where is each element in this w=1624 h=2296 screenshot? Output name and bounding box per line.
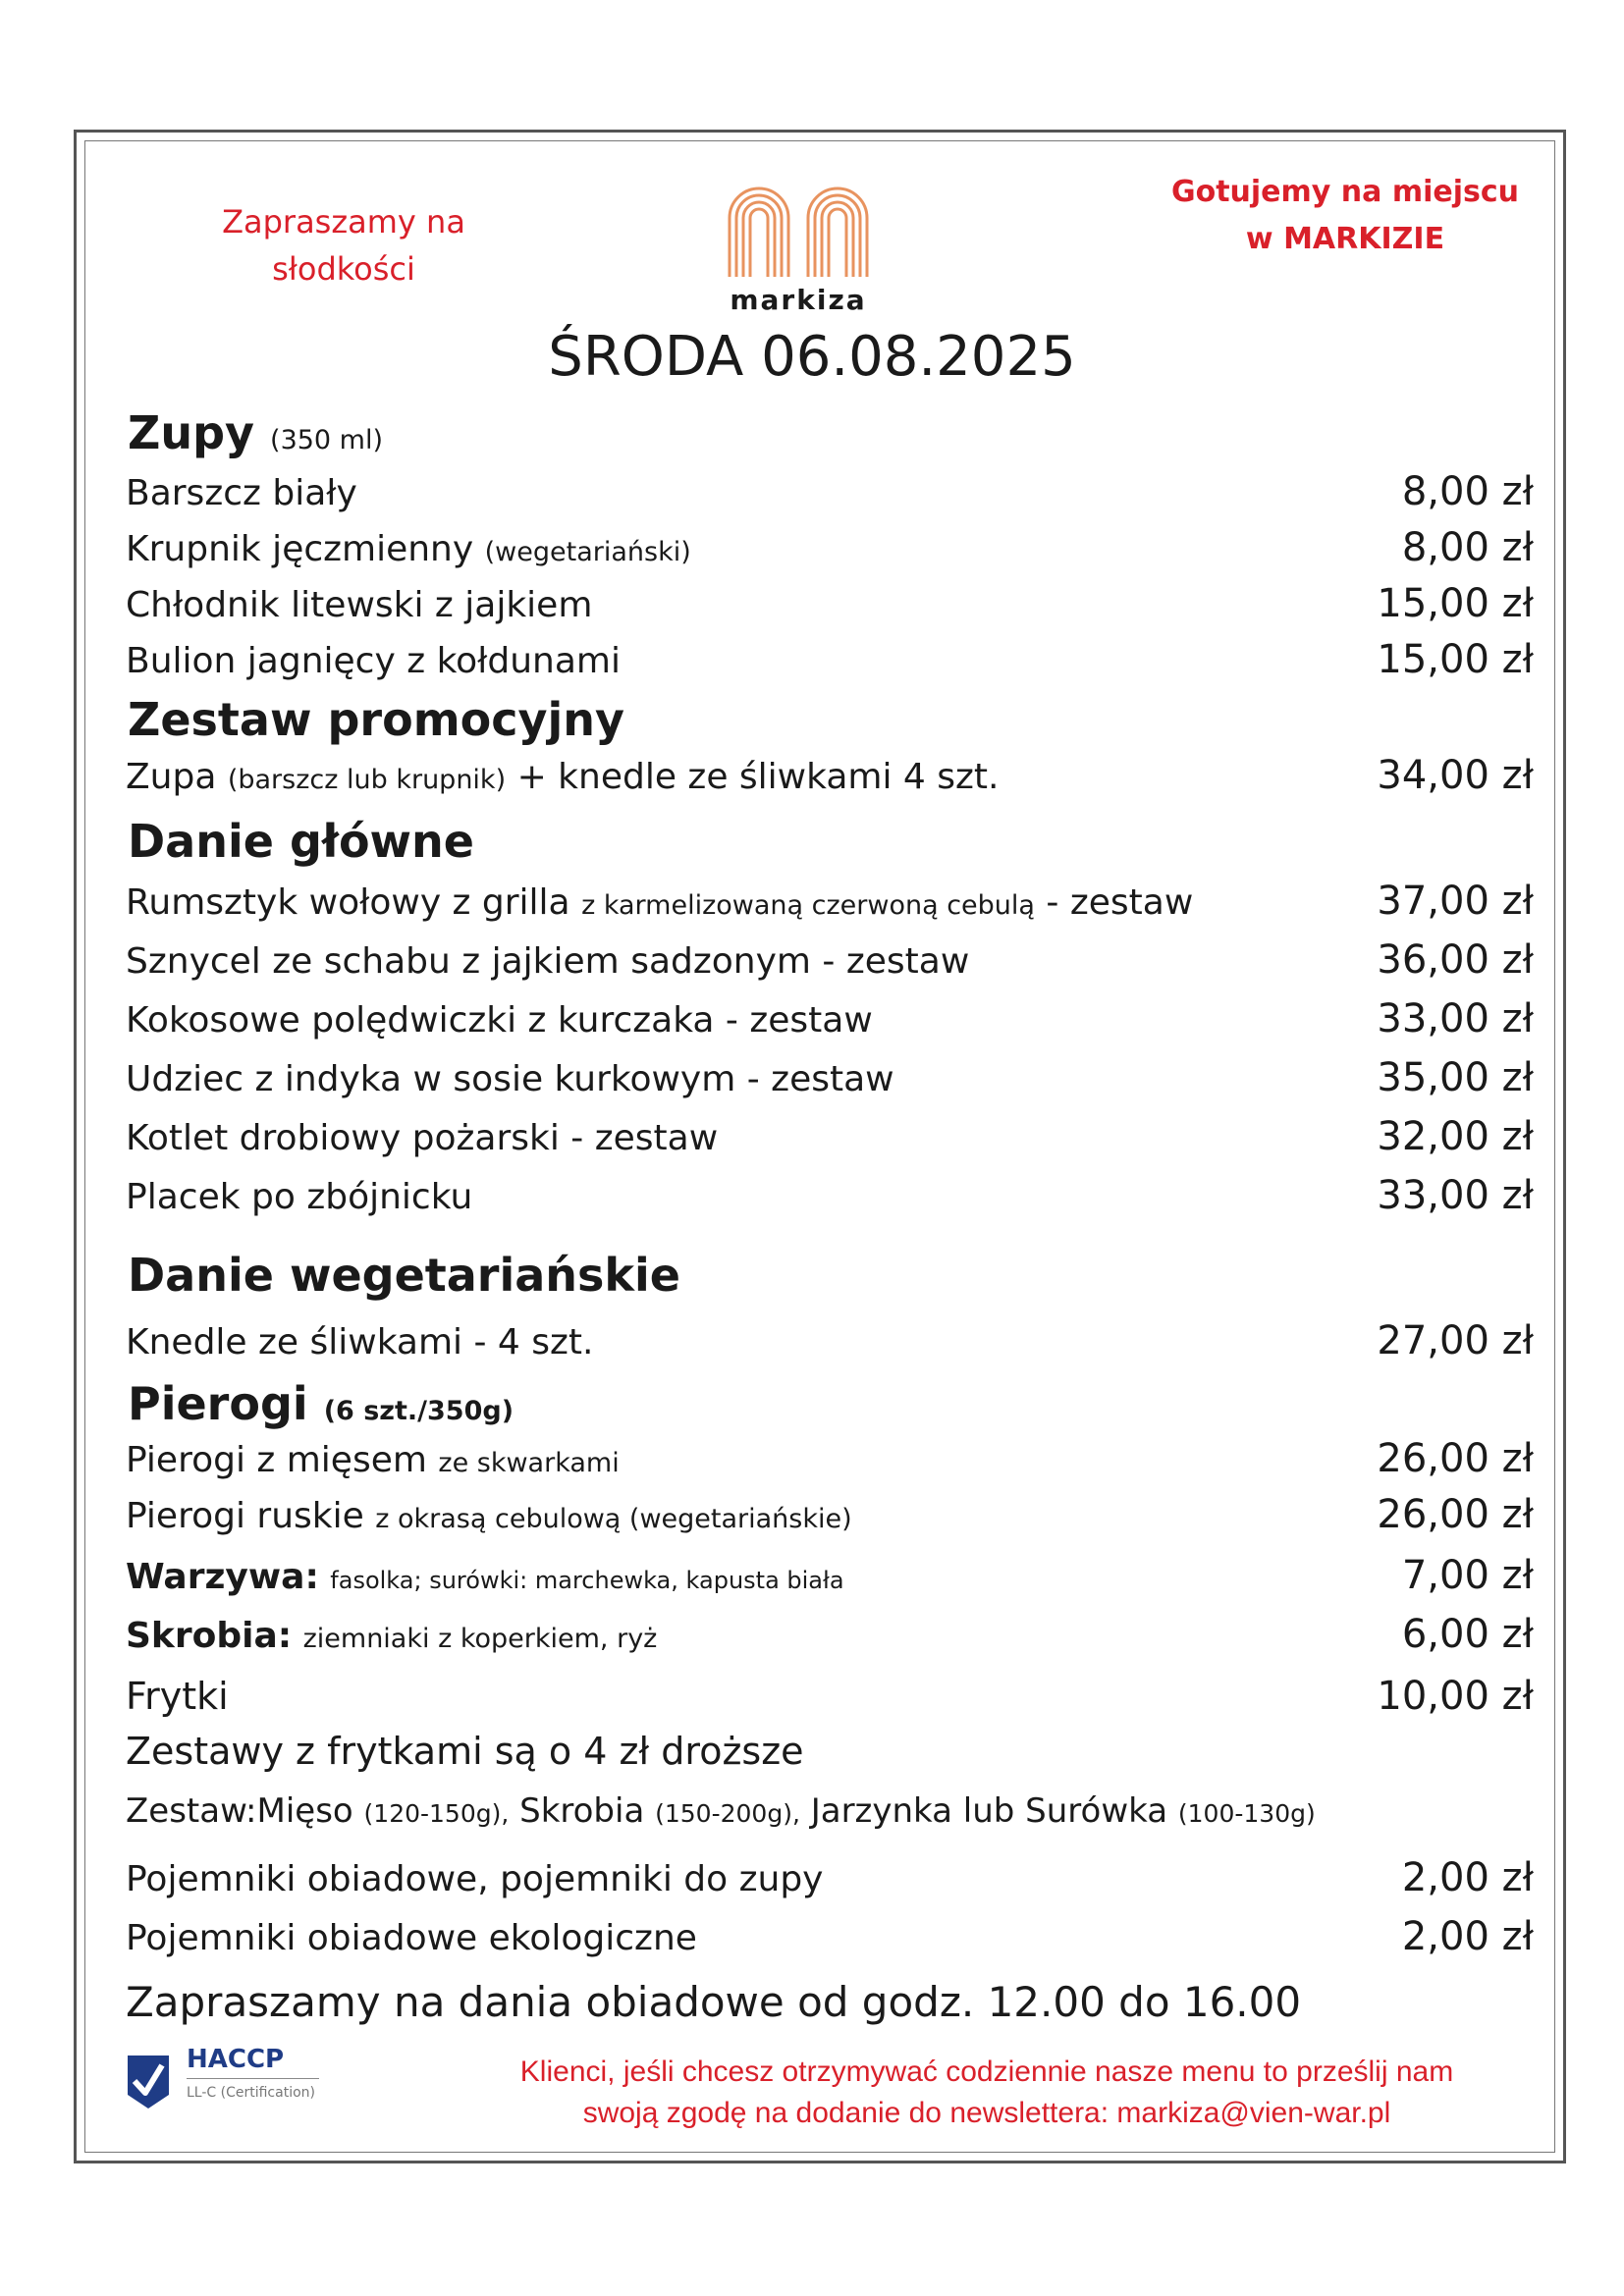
item-name: Sznycel ze schabu z jajkiem sadzonym - zestaw <box>126 941 970 982</box>
item-price: 26,00 zł <box>1377 1436 1534 1481</box>
menu-item <box>126 525 1534 570</box>
item-price: 10,00 zł <box>1377 1674 1534 1719</box>
item-name: Chłodnik litewski z jajkiem <box>126 585 593 625</box>
sweets-invitation-line2: słodkości <box>272 250 415 288</box>
menu-date: ŚRODA 06.08.2025 <box>548 325 1076 389</box>
newsletter-line2: swoją zgodę na dodanie do newslettera: markiza@vien-war.pl <box>582 2097 1391 2129</box>
item-price: 2,00 zł <box>1401 1914 1534 1959</box>
item-price: 27,00 zł <box>1377 1318 1534 1363</box>
item-name: Warzywa: fasolka; surówki: marchewka, kapusta biała <box>126 1557 844 1597</box>
menu-item <box>126 1055 1534 1100</box>
item-name: Udziec z indyka w sosie kurkowym - zestaw <box>126 1059 894 1099</box>
item-price: 2,00 zł <box>1401 1855 1534 1900</box>
item-price: 8,00 zł <box>1401 525 1534 570</box>
menu-item <box>126 879 1534 924</box>
item-name: Pierogi z mięsem ze skwarkami <box>126 1440 620 1480</box>
item-name: Krupnik jęczmienny (wegetariański) <box>126 529 691 569</box>
menu-item <box>126 1553 1534 1598</box>
haccp-label: HACCP <box>187 2045 285 2074</box>
item-price: 8,00 zł <box>1401 469 1534 514</box>
item-name: Placek po zbójnicku <box>126 1177 473 1217</box>
menu-item <box>126 1436 1534 1481</box>
item-name: Knedle ze śliwkami - 4 szt. <box>126 1322 594 1362</box>
pierogi-title: Pierogi <box>128 1377 308 1430</box>
soups-title: Zupy <box>128 406 255 459</box>
item-name: Kotlet drobiowy pożarski - zestaw <box>126 1118 719 1158</box>
item-price: 15,00 zł <box>1377 637 1534 682</box>
item-name: Barszcz biały <box>126 473 357 513</box>
haccp-check-icon <box>126 2054 171 2110</box>
soups-title-note: (350 ml) <box>270 425 384 455</box>
newsletter-note <box>432 2052 1542 2134</box>
item-price: 6,00 zł <box>1401 1612 1534 1657</box>
item-name: Pojemniki obiadowe, pojemniki do zupy <box>126 1859 824 1899</box>
pierogi-title-note: (6 szt./350g) <box>323 1396 514 1426</box>
haccp-sublabel: LL-C (Certification) <box>187 2085 315 2101</box>
item-price: 32,00 zł <box>1377 1114 1534 1159</box>
menu-item <box>126 1612 1534 1657</box>
item-price: 33,00 zł <box>1377 996 1534 1041</box>
promo-heading: Zestaw promocyjny <box>128 693 624 746</box>
item-price: 33,00 zł <box>1377 1173 1534 1218</box>
newsletter-line1: Klienci, jeśli chcesz otrzymywać codziennie nasze menu to prześlij nam <box>519 2056 1454 2088</box>
markiza-logo-icon <box>725 179 872 277</box>
item-price: 36,00 zł <box>1377 937 1534 983</box>
brand-name: markiza <box>730 284 867 316</box>
haccp-divider <box>187 2078 319 2079</box>
pierogi-heading <box>128 1377 514 1430</box>
menu-item <box>126 1114 1534 1159</box>
set-definition: Zestaw:Mięso (120-150g), Skrobia (150-200g), Jarzynka lub Surówka (100-130g) <box>126 1791 1316 1831</box>
cooking-note-line1: Gotujemy na miejscu <box>1170 175 1520 209</box>
menu-item <box>126 996 1534 1041</box>
item-name: Rumsztyk wołowy z grilla z karmelizowaną czerwoną cebulą - zestaw <box>126 882 1194 923</box>
menu-item <box>126 1855 1534 1900</box>
item-name: Pierogi ruskie z okrasą cebulową (wegetariańskie) <box>126 1496 852 1536</box>
menu-item <box>126 1492 1534 1537</box>
mains-heading: Danie główne <box>128 815 474 868</box>
menu-item <box>126 581 1534 626</box>
item-price: 26,00 zł <box>1377 1492 1534 1537</box>
item-name: Skrobia: ziemniaki z koperkiem, ryż <box>126 1616 658 1656</box>
opening-hours: Zapraszamy na dania obiadowe od godz. 12.00 do 16.00 <box>126 1978 1302 2026</box>
soups-heading <box>128 406 383 459</box>
menu-item <box>126 1914 1534 1959</box>
menu-item <box>126 469 1534 514</box>
item-name: Kokosowe polędwiczki z kurczaka - zestaw <box>126 1000 873 1041</box>
menu-item <box>126 753 1534 798</box>
menu-item <box>126 1674 1534 1719</box>
cooking-note <box>1149 169 1542 263</box>
menu-item <box>126 1318 1534 1363</box>
menu-item <box>126 1173 1534 1218</box>
cooking-note-line2: w MARKIZIE <box>1245 222 1445 256</box>
item-price: 35,00 zł <box>1377 1055 1534 1100</box>
item-name: Pojemniki obiadowe ekologiczne <box>126 1918 697 1958</box>
item-price: 34,00 zł <box>1377 753 1534 798</box>
sets-note: Zestawy z frytkami są o 4 zł droższe <box>126 1730 804 1773</box>
item-price: 37,00 zł <box>1377 879 1534 924</box>
item-name: Zupa (barszcz lub krupnik) + knedle ze śliwkami 4 szt. <box>126 757 1000 797</box>
item-name: Frytki <box>126 1675 229 1718</box>
menu-item <box>126 937 1534 983</box>
item-price: 15,00 zł <box>1377 581 1534 626</box>
item-name: Bulion jagnięcy z kołdunami <box>126 641 621 681</box>
sweets-invitation-line1: Zapraszamy na <box>222 203 465 240</box>
item-price: 7,00 zł <box>1401 1553 1534 1598</box>
sweets-invitation <box>177 198 511 293</box>
menu-item <box>126 637 1534 682</box>
vegetarian-heading: Danie wegetariańskie <box>128 1249 680 1302</box>
